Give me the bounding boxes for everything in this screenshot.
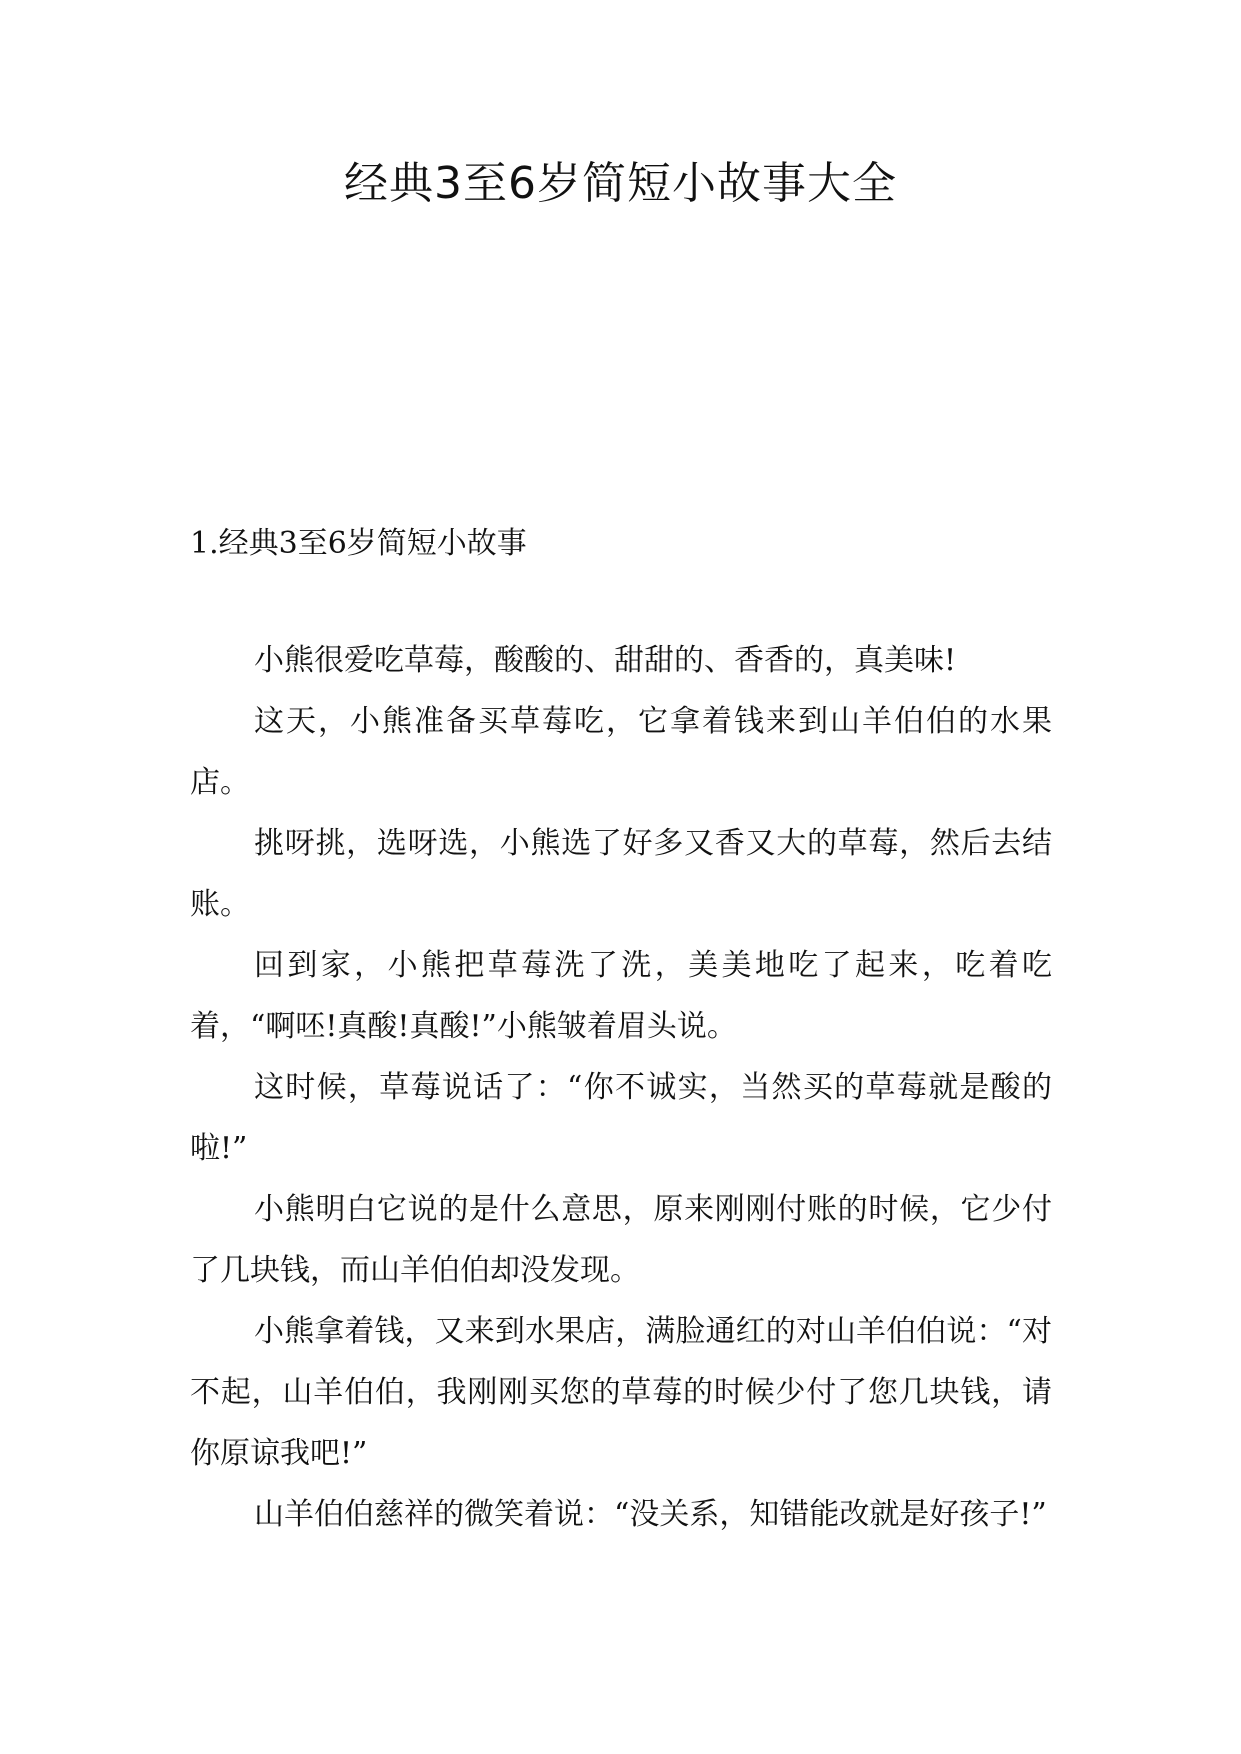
story-paragraph: 小熊很爱吃草莓，酸酸的、甜甜的、香香的，真美味! [254, 643, 957, 678]
story-body [190, 630, 1052, 1545]
story-paragraph: 山羊伯伯慈祥的微笑着说：“没关系，知错能改就是好孩子!” [254, 1497, 1047, 1532]
story-paragraph: 小熊拿着钱，又来到水果店，满脸通红的对山羊伯伯说：“对不起，山羊伯伯，我刚刚买您的草莓的时候少付了您几块钱，请你原谅我吧!” [190, 1314, 1052, 1471]
section-heading: 1.经典3至6岁简短小故事 [190, 526, 527, 561]
story-paragraph: 小熊明白它说的是什么意思，原来刚刚付账的时候，它少付了几块钱，而山羊伯伯却没发现。 [190, 1192, 1052, 1288]
document-title: 经典3至6岁简短小故事大全 [344, 158, 897, 209]
story-paragraph: 挑呀挑，选呀选，小熊选了好多又香又大的草莓，然后去结账。 [190, 826, 1052, 922]
story-paragraph: 这时候，草莓说话了：“你不诚实，当然买的草莓就是酸的啦!” [190, 1070, 1052, 1166]
story-paragraph: 这天，小熊准备买草莓吃，它拿着钱来到山羊伯伯的水果店。 [190, 704, 1052, 800]
story-paragraph: 回到家，小熊把草莓洗了洗，美美地吃了起来，吃着吃着，“啊呸!真酸!真酸!”小熊皱着眉头说。 [190, 948, 1052, 1044]
